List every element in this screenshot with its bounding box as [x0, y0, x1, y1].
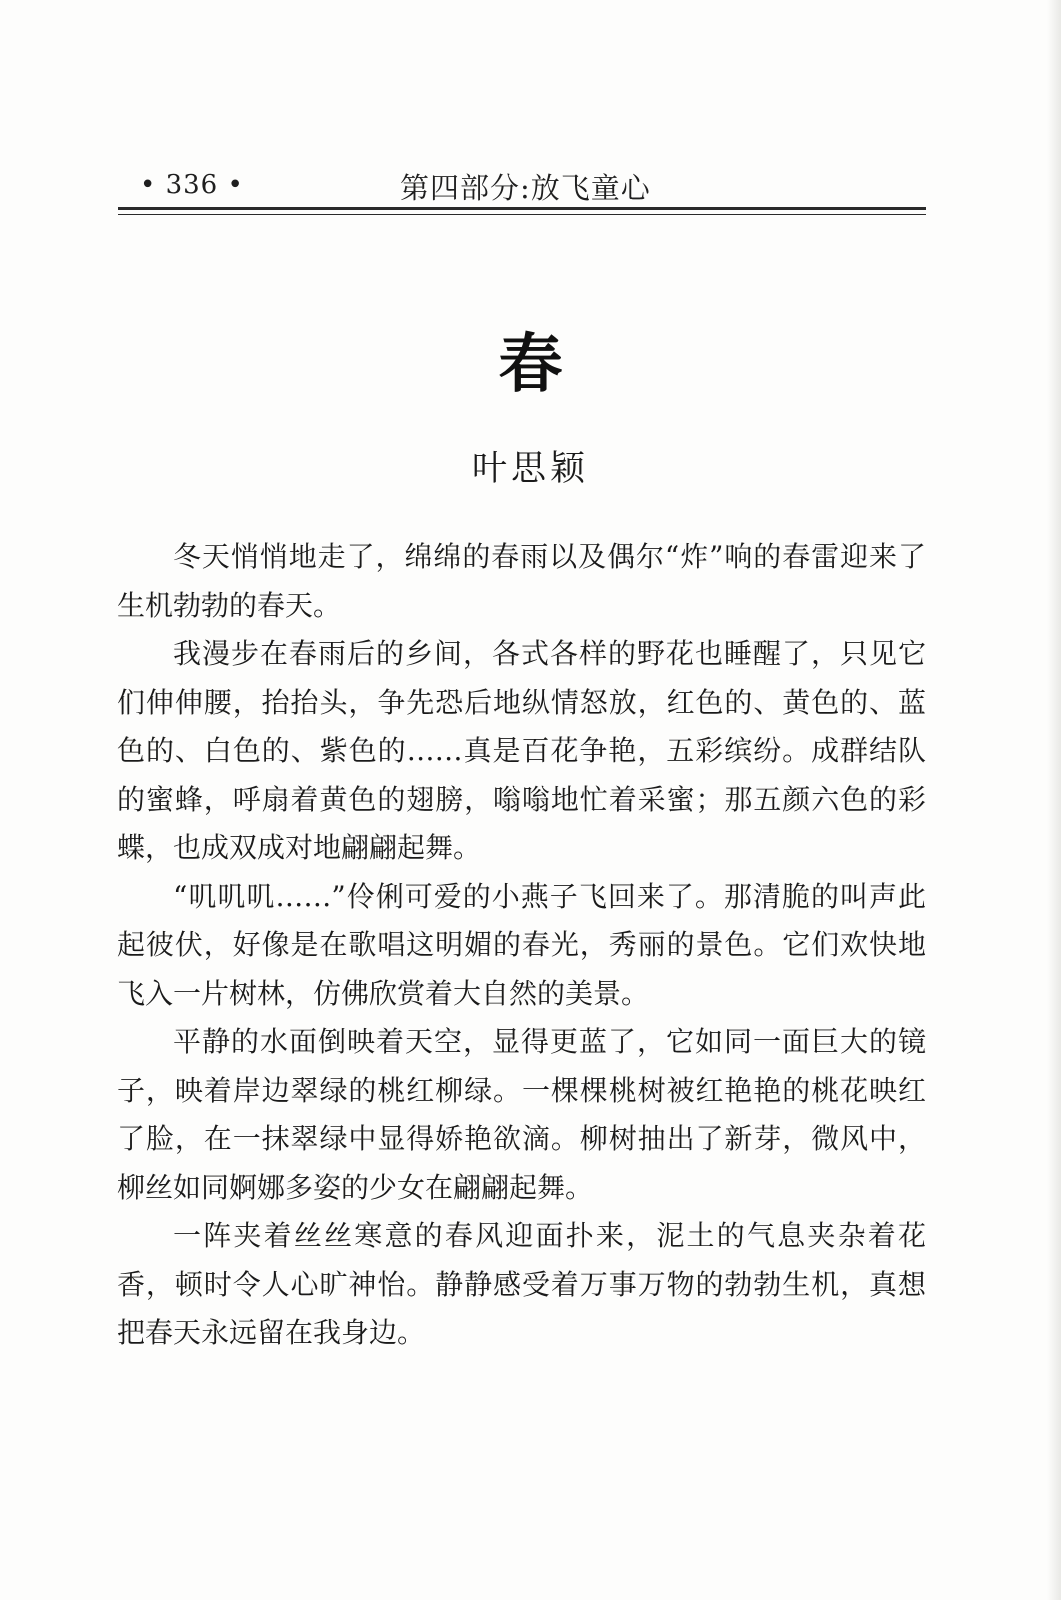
header-rule-thin [118, 214, 926, 215]
paragraph: “叽叽叽……”伶俐可爱的小燕子飞回来了。那清脆的叫声此起彼伏，好像是在歌唱这明媚的春光，秀丽的景色。它们欢快地飞入一片树林，仿佛欣赏着大自然的美景。 [117, 879, 926, 1010]
essay-title: 春 [498, 327, 563, 402]
paragraph: 我漫步在春雨后的乡间，各式各样的野花也睡醒了，只见它们伸伸腰，抬抬头，争先恐后地纵情怒放，红色的、黄色的、蓝色的、白色的、紫色的……真是百花争艳，五彩缤纷。成群结队的蜜蜂，呼扇着黄色的翅膀，嗡嗡地忙着采蜜；那五颜六色的彩蝶，也成双成对地翩翩起舞。 [117, 637, 926, 864]
paragraph: 平静的水面倒映着天空，显得更蓝了，它如同一面巨大的镜子，映着岸边翠绿的桃红柳绿。一棵棵桃树被红艳艳的桃花映红了脸，在一抹翠绿中显得娇艳欲滴。柳树抽出了新芽，微风中，柳丝如同婀娜多姿的少女在翩翩起舞。 [117, 1025, 926, 1204]
essay-body [117, 533, 926, 1358]
page-number: • 336 • [140, 170, 244, 200]
running-header [118, 166, 926, 210]
section-title: 第四部分:放飞童心 [400, 171, 651, 205]
paragraph: 一阵夹着丝丝寒意的春风迎面扑来，泥土的气息夹杂着花香，顿时令人心旷神怡。静静感受着万事万物的勃勃生机，真想把春天永远留在我身边。 [117, 1219, 926, 1349]
header-rule-thick [118, 207, 926, 210]
paragraph: 冬天悄悄地走了，绵绵的春雨以及偶尔“炸”响的春雷迎来了生机勃勃的春天。 [117, 540, 926, 622]
essay-author: 叶思颖 [471, 449, 589, 489]
page-edge-shadow [1047, 0, 1061, 1600]
